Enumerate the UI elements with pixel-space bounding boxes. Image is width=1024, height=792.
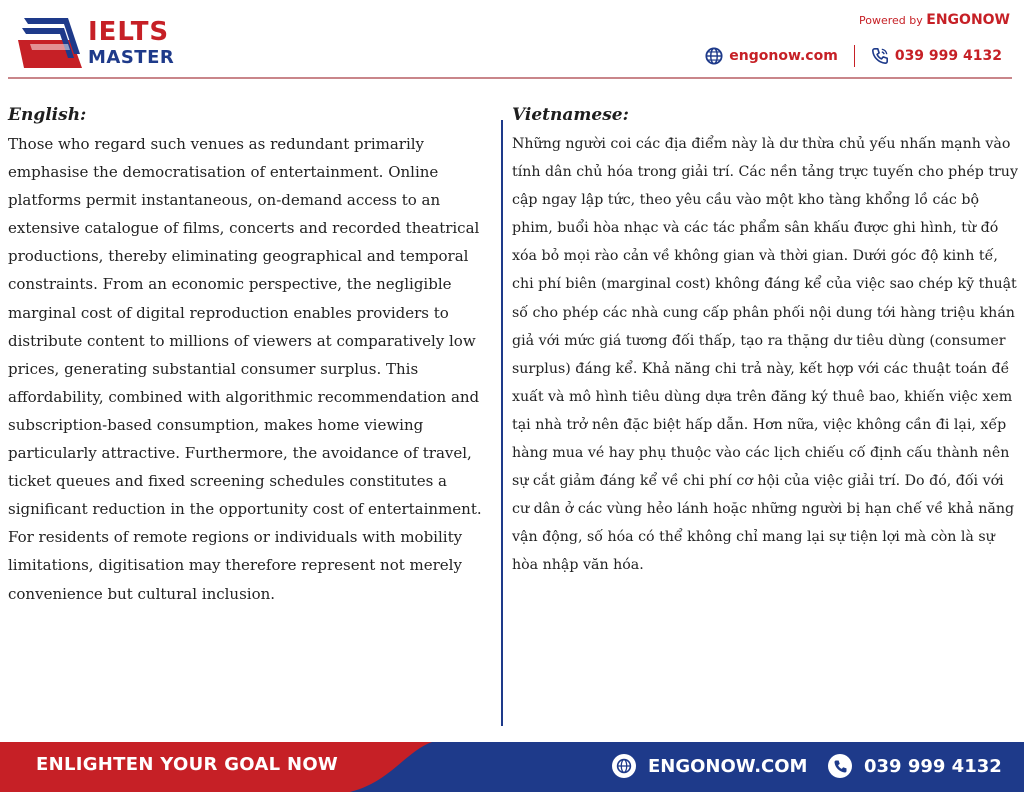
vietnamese-paragraph: Những người coi các địa điểm này là dư thừa chủ yếu nhấn mạnh vào tính dân chủ hóa trong giải trí. Các nền tảng trực tuyến cho phép truy cập ngay lập tức, theo yêu cầu vào một kho tàng khổng lồ các bộ phim, buổi hòa nhạc và các tác phẩm sân khấu được ghi hình, từ đó xóa bỏ mọi rào cản về không gian và thời gian. Dưới góc độ kinh tế, chi phí biên (marginal cost) không đáng kể của việc sao chép kỹ thuật số cho phép các nhà cung cấp phân phối nội dung tới hàng triệu khán giả với mức giá tương đối thấp, tạo ra thặng dư tiêu dùng (consumer surplus) đáng kể. Khả năng chi trả này, kết hợp với các thuật toán đề xuất và mô hình tiêu dùng dựa trên đăng ký thuê bao, khiến việc xem tại nhà trở nên đặc biệt hấp dẫn. Hơn nữa, việc không cần đi lại, xếp hàng mua vé hay phụ thuộc vào các lịch chiếu cố định cấu thành nên sự cắt giảm đáng kể về chi phí cơ hội của việc giải trí. Do đó, đối với cư dân ở các vùng hẻo lánh hoặc những người bị hạn chế về khả năng vận động, số hóa có thể không chỉ mang lại sự tiện lợi mà còn là sự hòa nhập văn hóa. xyxy=(512,136,1018,574)
vietnamese-heading: Vietnamese: xyxy=(512,105,629,125)
footer-website-text: ENGONOW.COM xyxy=(648,755,808,777)
powered-by-label: Powered by xyxy=(858,14,923,27)
header-website-text: engonow.com xyxy=(729,48,838,64)
footer-phone-link[interactable] xyxy=(828,754,1002,778)
footer xyxy=(0,742,1024,792)
powered-brand-engo: ENGO xyxy=(926,12,971,28)
footer-slogan: ENLIGHTEN YOUR GOAL NOW xyxy=(36,754,339,775)
phone-icon xyxy=(828,754,852,778)
footer-website-link[interactable] xyxy=(612,754,807,778)
header-phone-text: 039 999 4132 xyxy=(894,48,1002,64)
header-divider-line xyxy=(8,77,1012,79)
globe-icon xyxy=(705,47,723,65)
powered-by-engonow xyxy=(859,12,1010,28)
header-contact xyxy=(705,44,1002,68)
ielts-master-logo[interactable] xyxy=(18,14,198,70)
header-website-link[interactable] xyxy=(705,47,838,65)
vietnamese-column xyxy=(512,104,1020,580)
english-paragraph: Those who regard such venues as redundant primarily emphasise the democratisation of entertainment. Online platforms permit instantaneous, on-demand access to an extensive catalogue of films, concerts and recorded theatrical productions, thereby eliminating geographical and temporal constraints. From an economic perspective, the negligible marginal cost of digital reproduction enables providers to distribute content to millions of viewers at comparatively low prices, generating substantial consumer surplus. This affordability, combined with algorithmic recommendation and subscription-based consumption, makes home viewing particularly attractive. Furthermore, the avoidance of travel, ticket queues and fixed screening schedules constitutes a significant reduction in the opportunity cost of entertainment. For residents of remote regions or individuals with mobility limitations, digitisation may therefore represent not merely convenience but cultural inclusion. xyxy=(8,135,482,603)
english-column xyxy=(8,104,498,608)
powered-brand-now: NOW xyxy=(970,12,1010,28)
header-contact-separator xyxy=(854,45,855,67)
logo-emblem-icon xyxy=(18,14,86,68)
globe-icon xyxy=(612,754,636,778)
english-heading: English: xyxy=(8,105,87,125)
phone-icon xyxy=(871,47,889,65)
footer-phone-text: 039 999 4132 xyxy=(864,755,1002,777)
logo-text-master: MASTER xyxy=(88,47,175,68)
header xyxy=(0,0,1024,80)
header-phone-link[interactable] xyxy=(871,47,1002,65)
column-divider xyxy=(501,120,503,726)
logo-text-ielts: IELTS xyxy=(88,17,170,47)
